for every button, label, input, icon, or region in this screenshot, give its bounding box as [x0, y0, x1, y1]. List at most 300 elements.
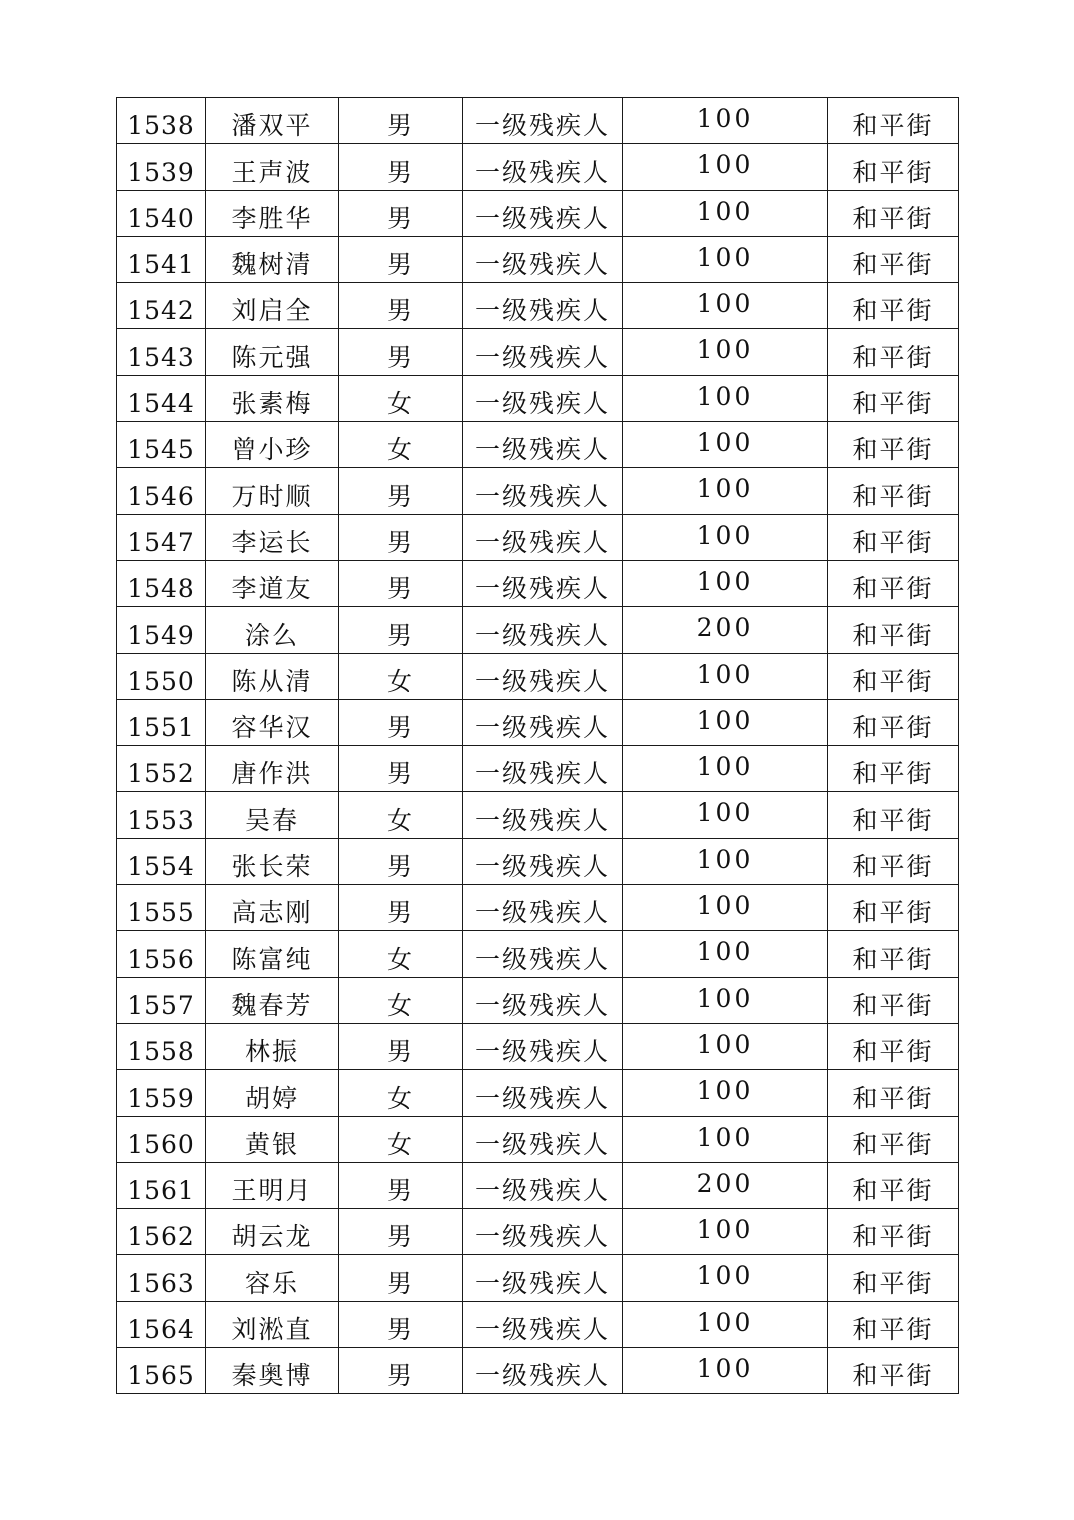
area-cell [828, 746, 959, 792]
serial-number-cell [117, 329, 206, 375]
table-row [117, 607, 959, 653]
amount-cell [623, 1255, 828, 1301]
area-cell-text: 和平街 [852, 1268, 934, 1298]
name-cell-text: 唐作洪 [231, 759, 313, 789]
table-row [117, 931, 959, 977]
name-cell-text: 胡婷 [244, 1083, 299, 1113]
category-cell-text: 一级残疾人 [474, 1176, 610, 1206]
serial-number-cell [117, 792, 206, 838]
serial-number-cell-text: 1563 [127, 1268, 195, 1298]
name-cell [206, 792, 339, 838]
name-cell-text: 涂么 [244, 620, 299, 650]
amount-cell [623, 1162, 828, 1208]
serial-number-cell [117, 1348, 206, 1394]
amount-cell-text: 100 [696, 752, 754, 782]
gender-cell [339, 746, 463, 792]
gender-cell [339, 931, 463, 977]
category-cell [463, 468, 623, 514]
serial-number-cell [117, 560, 206, 606]
gender-cell-text: 男 [386, 713, 414, 743]
area-cell [828, 931, 959, 977]
amount-cell [623, 236, 828, 282]
gender-cell-text: 女 [386, 1083, 414, 1113]
gender-cell [339, 1301, 463, 1347]
area-cell-text: 和平街 [852, 111, 934, 141]
category-cell [463, 1162, 623, 1208]
name-cell-text: 王声波 [231, 157, 313, 187]
area-cell-text: 和平街 [852, 574, 934, 604]
name-cell-text: 王明月 [231, 1176, 313, 1206]
serial-number-cell-text: 1540 [127, 203, 195, 233]
gender-cell-text: 男 [386, 481, 414, 511]
table-row [117, 329, 959, 375]
table-row [117, 468, 959, 514]
gender-cell [339, 1209, 463, 1255]
serial-number-cell-text: 1557 [127, 990, 195, 1020]
amount-cell [623, 977, 828, 1023]
table-row [117, 375, 959, 421]
category-cell-text: 一级残疾人 [474, 805, 610, 835]
area-cell-text: 和平街 [852, 1222, 934, 1252]
category-cell-text: 一级残疾人 [474, 1315, 610, 1345]
amount-cell [623, 746, 828, 792]
category-cell [463, 1348, 623, 1394]
area-cell [828, 792, 959, 838]
amount-cell-text: 100 [696, 104, 754, 133]
category-cell [463, 422, 623, 468]
amount-cell-text: 100 [696, 1122, 754, 1152]
gender-cell [339, 236, 463, 282]
gender-cell-text: 男 [386, 342, 414, 372]
name-cell [206, 931, 339, 977]
serial-number-cell [117, 422, 206, 468]
table-row [117, 1116, 959, 1162]
amount-cell [623, 885, 828, 931]
area-cell-text: 和平街 [852, 713, 934, 743]
category-cell-text: 一级残疾人 [474, 1129, 610, 1159]
table-row [117, 283, 959, 329]
gender-cell [339, 1348, 463, 1394]
table-row [117, 1209, 959, 1255]
table-row [117, 144, 959, 190]
amount-cell-text: 100 [696, 705, 754, 735]
table-row [117, 977, 959, 1023]
area-cell [828, 1116, 959, 1162]
area-cell-text: 和平街 [852, 944, 934, 974]
area-cell-text: 和平街 [852, 157, 934, 187]
name-cell [206, 607, 339, 653]
serial-number-cell [117, 1301, 206, 1347]
serial-number-cell-text: 1549 [127, 620, 195, 650]
category-cell-text: 一级残疾人 [474, 1361, 610, 1391]
amount-cell [623, 283, 828, 329]
gender-cell-text: 女 [386, 805, 414, 835]
category-cell [463, 977, 623, 1023]
gender-cell-text: 女 [386, 990, 414, 1020]
area-cell-text: 和平街 [852, 527, 934, 557]
table-row [117, 885, 959, 931]
gender-cell [339, 468, 463, 514]
amount-cell-text: 100 [696, 566, 754, 596]
name-cell-text: 李道友 [231, 574, 313, 604]
serial-number-cell-text: 1546 [127, 481, 195, 511]
area-cell [828, 607, 959, 653]
serial-number-cell [117, 1162, 206, 1208]
name-cell [206, 422, 339, 468]
serial-number-cell [117, 977, 206, 1023]
name-cell [206, 375, 339, 421]
amount-cell [623, 699, 828, 745]
area-cell [828, 190, 959, 236]
table-row [117, 1255, 959, 1301]
name-cell [206, 514, 339, 560]
name-cell [206, 653, 339, 699]
gender-cell [339, 838, 463, 884]
name-cell-text: 曾小珍 [231, 435, 313, 465]
category-cell [463, 1255, 623, 1301]
area-cell [828, 560, 959, 606]
table-body [117, 98, 959, 1394]
amount-cell [623, 144, 828, 190]
category-cell [463, 931, 623, 977]
category-cell [463, 283, 623, 329]
area-cell-text: 和平街 [852, 1361, 934, 1391]
amount-cell [623, 653, 828, 699]
area-cell-text: 和平街 [852, 1129, 934, 1159]
gender-cell [339, 283, 463, 329]
area-cell [828, 329, 959, 375]
area-cell [828, 977, 959, 1023]
area-cell [828, 699, 959, 745]
gender-cell [339, 98, 463, 144]
amount-cell [623, 607, 828, 653]
gender-cell [339, 699, 463, 745]
gender-cell [339, 1116, 463, 1162]
gender-cell [339, 977, 463, 1023]
area-cell [828, 1023, 959, 1069]
table-row [117, 699, 959, 745]
amount-cell-text: 100 [696, 891, 754, 921]
name-cell [206, 1116, 339, 1162]
area-cell [828, 885, 959, 931]
category-cell [463, 329, 623, 375]
gender-cell [339, 1070, 463, 1116]
serial-number-cell-text: 1554 [127, 852, 195, 882]
amount-cell-text: 200 [696, 613, 754, 643]
gender-cell-text: 男 [386, 1268, 414, 1298]
gender-cell [339, 1255, 463, 1301]
serial-number-cell-text: 1547 [127, 527, 195, 557]
serial-number-cell-text: 1564 [127, 1315, 195, 1345]
gender-cell [339, 514, 463, 560]
area-cell-text: 和平街 [852, 1083, 934, 1113]
category-cell [463, 375, 623, 421]
category-cell [463, 190, 623, 236]
recipient-table [116, 97, 959, 1394]
gender-cell [339, 144, 463, 190]
serial-number-cell [117, 1209, 206, 1255]
name-cell [206, 1301, 339, 1347]
gender-cell [339, 885, 463, 931]
amount-cell [623, 514, 828, 560]
category-cell [463, 1023, 623, 1069]
serial-number-cell-text: 1562 [127, 1222, 195, 1252]
area-cell [828, 468, 959, 514]
area-cell [828, 98, 959, 144]
amount-cell-text: 100 [696, 150, 754, 180]
serial-number-cell [117, 1070, 206, 1116]
name-cell [206, 468, 339, 514]
category-cell [463, 653, 623, 699]
category-cell-text: 一级残疾人 [474, 342, 610, 372]
name-cell [206, 98, 339, 144]
serial-number-cell-text: 1548 [127, 574, 195, 604]
area-cell [828, 1209, 959, 1255]
category-cell [463, 1209, 623, 1255]
name-cell-text: 陈元强 [231, 342, 313, 372]
category-cell [463, 792, 623, 838]
serial-number-cell [117, 98, 206, 144]
category-cell-text: 一级残疾人 [474, 203, 610, 233]
gender-cell [339, 190, 463, 236]
table-row [117, 560, 959, 606]
area-cell-text: 和平街 [852, 666, 934, 696]
amount-cell [623, 1348, 828, 1394]
gender-cell [339, 329, 463, 375]
serial-number-cell-text: 1551 [127, 713, 195, 743]
area-cell-text: 和平街 [852, 1176, 934, 1206]
area-cell [828, 1162, 959, 1208]
serial-number-cell-text: 1541 [127, 250, 195, 280]
area-cell-text: 和平街 [852, 389, 934, 419]
name-cell [206, 1255, 339, 1301]
category-cell-text: 一级残疾人 [474, 389, 610, 419]
area-cell-text: 和平街 [852, 852, 934, 882]
category-cell-text: 一级残疾人 [474, 1222, 610, 1252]
amount-cell-text: 100 [696, 983, 754, 1013]
amount-cell [623, 190, 828, 236]
serial-number-cell-text: 1550 [127, 666, 195, 696]
category-cell-text: 一级残疾人 [474, 1268, 610, 1298]
category-cell-text: 一级残疾人 [474, 250, 610, 280]
serial-number-cell [117, 144, 206, 190]
table-row [117, 746, 959, 792]
category-cell-text: 一级残疾人 [474, 713, 610, 743]
gender-cell-text: 女 [386, 1129, 414, 1159]
gender-cell-text: 男 [386, 852, 414, 882]
area-cell [828, 283, 959, 329]
category-cell [463, 746, 623, 792]
gender-cell [339, 375, 463, 421]
name-cell-text: 魏春芳 [231, 990, 313, 1020]
area-cell [828, 838, 959, 884]
category-cell [463, 98, 623, 144]
area-cell [828, 1070, 959, 1116]
category-cell [463, 1070, 623, 1116]
gender-cell-text: 男 [386, 111, 414, 141]
category-cell [463, 144, 623, 190]
name-cell-text: 容乐 [244, 1268, 299, 1298]
amount-cell-text: 100 [696, 844, 754, 874]
serial-number-cell [117, 838, 206, 884]
amount-cell-text: 100 [696, 289, 754, 319]
area-cell [828, 144, 959, 190]
serial-number-cell [117, 699, 206, 745]
amount-cell [623, 838, 828, 884]
table-row [117, 1070, 959, 1116]
serial-number-cell-text: 1556 [127, 944, 195, 974]
table-row [117, 190, 959, 236]
name-cell [206, 838, 339, 884]
name-cell [206, 977, 339, 1023]
amount-cell-text: 100 [696, 428, 754, 458]
table-row [117, 98, 959, 144]
category-cell-text: 一级残疾人 [474, 481, 610, 511]
area-cell-text: 和平街 [852, 620, 934, 650]
serial-number-cell-text: 1544 [127, 389, 195, 419]
serial-number-cell [117, 885, 206, 931]
serial-number-cell [117, 1255, 206, 1301]
serial-number-cell-text: 1558 [127, 1037, 195, 1067]
serial-number-cell [117, 236, 206, 282]
name-cell [206, 283, 339, 329]
area-cell-text: 和平街 [852, 250, 934, 280]
serial-number-cell [117, 468, 206, 514]
amount-cell [623, 1209, 828, 1255]
amount-cell [623, 422, 828, 468]
name-cell-text: 魏树清 [231, 250, 313, 280]
gender-cell-text: 男 [386, 1037, 414, 1067]
amount-cell-text: 100 [696, 242, 754, 272]
table-row [117, 838, 959, 884]
amount-cell [623, 375, 828, 421]
amount-cell [623, 931, 828, 977]
gender-cell-text: 女 [386, 389, 414, 419]
name-cell-text: 容华汉 [231, 713, 313, 743]
area-cell-text: 和平街 [852, 898, 934, 928]
category-cell-text: 一级残疾人 [474, 527, 610, 557]
amount-cell-text: 100 [696, 659, 754, 689]
name-cell-text: 潘双平 [231, 111, 313, 141]
category-cell-text: 一级残疾人 [474, 296, 610, 326]
category-cell [463, 514, 623, 560]
amount-cell [623, 1301, 828, 1347]
gender-cell-text: 男 [386, 759, 414, 789]
category-cell-text: 一级残疾人 [474, 990, 610, 1020]
gender-cell-text: 女 [386, 944, 414, 974]
category-cell-text: 一级残疾人 [474, 157, 610, 187]
area-cell-text: 和平街 [852, 203, 934, 233]
table-row [117, 1301, 959, 1347]
gender-cell [339, 422, 463, 468]
amount-cell [623, 1023, 828, 1069]
gender-cell [339, 1023, 463, 1069]
serial-number-cell-text: 1545 [127, 435, 195, 465]
name-cell [206, 1209, 339, 1255]
name-cell-text: 陈从清 [231, 666, 313, 696]
amount-cell-text: 100 [696, 381, 754, 411]
category-cell-text: 一级残疾人 [474, 111, 610, 141]
name-cell [206, 1023, 339, 1069]
gender-cell-text: 女 [386, 666, 414, 696]
area-cell [828, 375, 959, 421]
area-cell-text: 和平街 [852, 481, 934, 511]
category-cell [463, 1301, 623, 1347]
category-cell [463, 236, 623, 282]
name-cell-text: 万时顺 [231, 481, 313, 511]
name-cell [206, 144, 339, 190]
category-cell-text: 一级残疾人 [474, 435, 610, 465]
gender-cell [339, 1162, 463, 1208]
amount-cell [623, 98, 828, 144]
serial-number-cell [117, 1116, 206, 1162]
area-cell-text: 和平街 [852, 1037, 934, 1067]
amount-cell-text: 100 [696, 1354, 754, 1384]
serial-number-cell-text: 1539 [127, 157, 195, 187]
serial-number-cell [117, 190, 206, 236]
amount-cell [623, 468, 828, 514]
gender-cell [339, 560, 463, 606]
gender-cell-text: 男 [386, 1222, 414, 1252]
serial-number-cell-text: 1552 [127, 759, 195, 789]
area-cell-text: 和平街 [852, 1315, 934, 1345]
amount-cell-text: 100 [696, 937, 754, 967]
gender-cell [339, 607, 463, 653]
gender-cell-text: 男 [386, 527, 414, 557]
serial-number-cell-text: 1543 [127, 342, 195, 372]
area-cell [828, 1301, 959, 1347]
area-cell [828, 514, 959, 560]
category-cell-text: 一级残疾人 [474, 666, 610, 696]
serial-number-cell-text: 1561 [127, 1176, 195, 1206]
amount-cell-text: 100 [696, 1261, 754, 1291]
category-cell-text: 一级残疾人 [474, 898, 610, 928]
category-cell [463, 1116, 623, 1162]
area-cell [828, 653, 959, 699]
table-row [117, 1023, 959, 1069]
amount-cell-text: 100 [696, 196, 754, 226]
gender-cell-text: 男 [386, 1176, 414, 1206]
area-cell-text: 和平街 [852, 990, 934, 1020]
area-cell [828, 1255, 959, 1301]
gender-cell-text: 女 [386, 435, 414, 465]
name-cell [206, 560, 339, 606]
name-cell [206, 1162, 339, 1208]
table-row [117, 514, 959, 560]
area-cell [828, 236, 959, 282]
name-cell [206, 746, 339, 792]
gender-cell-text: 男 [386, 203, 414, 233]
amount-cell [623, 329, 828, 375]
serial-number-cell [117, 746, 206, 792]
name-cell-text: 胡云龙 [231, 1222, 313, 1252]
amount-cell-text: 100 [696, 474, 754, 504]
serial-number-cell-text: 1560 [127, 1129, 195, 1159]
name-cell-text: 刘启全 [231, 296, 313, 326]
category-cell [463, 560, 623, 606]
area-cell-text: 和平街 [852, 342, 934, 372]
category-cell [463, 699, 623, 745]
name-cell-text: 李胜华 [231, 203, 313, 233]
serial-number-cell-text: 1555 [127, 898, 195, 928]
serial-number-cell-text: 1542 [127, 296, 195, 326]
area-cell-text: 和平街 [852, 805, 934, 835]
table-row [117, 1162, 959, 1208]
gender-cell-text: 男 [386, 898, 414, 928]
name-cell [206, 1348, 339, 1394]
name-cell [206, 190, 339, 236]
gender-cell-text: 男 [386, 296, 414, 326]
